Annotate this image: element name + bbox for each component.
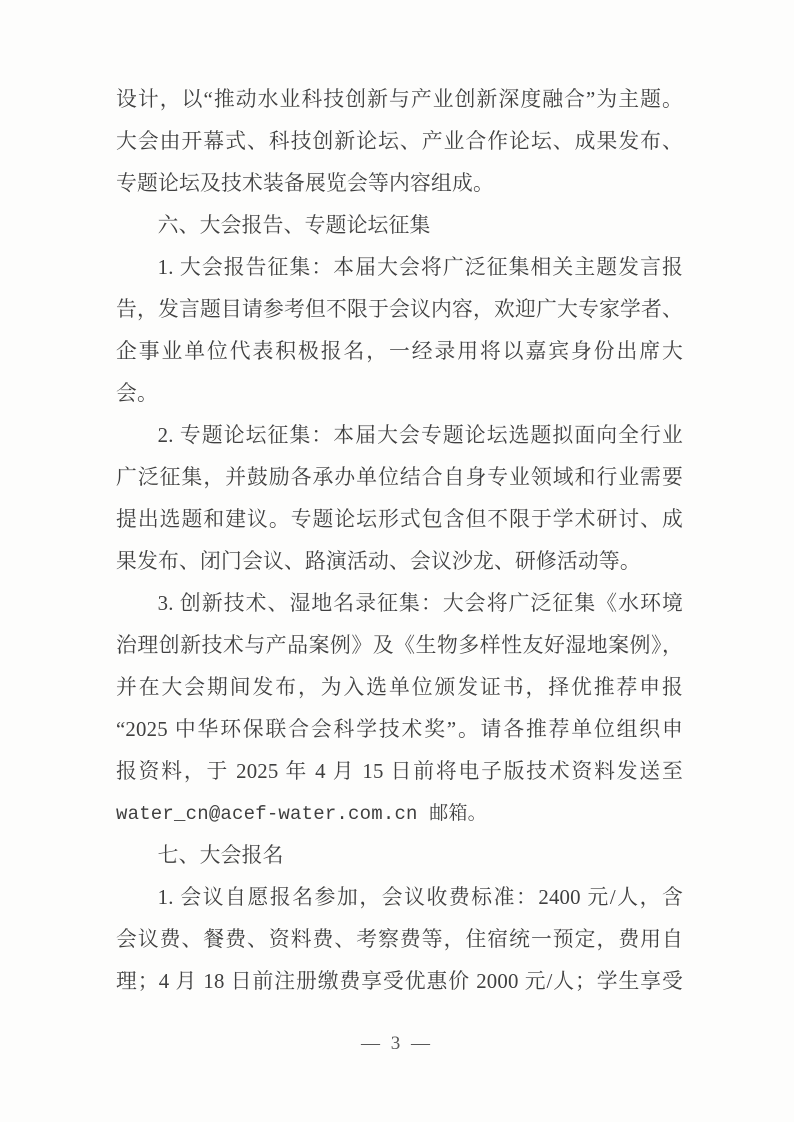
text-line: 1. 会议自愿报名参加，会议收费标准：2400 元/人，含 [157, 886, 683, 909]
text-line: 报资料，于 2025 年 4 月 15 日前将电子版技术资料发送至 [116, 760, 683, 783]
text-line: 专题论坛及技术装备展览会等内容组成。 [116, 172, 494, 195]
text-line: 设计，以“推动水业科技创新与产业创新深度融合”为主题。 [116, 88, 683, 111]
text-line: 会议费、餐费、资料费、考察费等，住宿统一预定，费用自 [116, 928, 683, 951]
section-heading: 七、大会报名 [157, 844, 284, 867]
text-line: 理；4 月 18 日前注册缴费享受优惠价 2000 元/人；学生享受 [116, 970, 683, 993]
text-line: 告，发言题目请参考但不限于会议内容，欢迎广大专家学者、 [116, 298, 683, 321]
text-line: 治理创新技术与产品案例》及《生物多样性友好湿地案例》， [116, 634, 683, 657]
text-line: 广泛征集，并鼓励各承办单位结合自身专业领域和行业需要 [116, 466, 683, 489]
text-line: 1. 大会报告征集：本届大会将广泛征集相关主题发言报 [157, 256, 683, 279]
text-line: 大会由开幕式、科技创新论坛、产业合作论坛、成果发布、 [116, 130, 683, 153]
document-body [116, 79, 683, 1003]
text-line: 会。 [116, 382, 158, 405]
text-line: 3. 创新技术、湿地名录征集：大会将广泛征集《水环境 [157, 592, 683, 615]
text-line: 企事业单位代表积极报名，一经录用将以嘉宾身份出席大 [116, 340, 683, 363]
text-line: 提出选题和建议。专题论坛形式包含但不限于学术研讨、成 [116, 508, 683, 531]
page-footer [0, 1033, 794, 1055]
text-line: water_cn@acef-water.com.cn 邮箱。 [116, 803, 487, 825]
text-line: “2025 中华环保联合会科学技术奖”。请各推荐单位组织申 [116, 718, 683, 741]
page-number: — 3 — [361, 1033, 433, 1054]
text-line: 果发布、闭门会议、路演活动、会议沙龙、研修活动等。 [116, 550, 641, 573]
section-heading: 六、大会报告、专题论坛征集 [157, 214, 431, 237]
text-line: 2. 专题论坛征集：本届大会专题论坛选题拟面向全行业 [157, 424, 683, 447]
text-line: 并在大会期间发布，为入选单位颁发证书，择优推荐申报 [116, 676, 683, 699]
